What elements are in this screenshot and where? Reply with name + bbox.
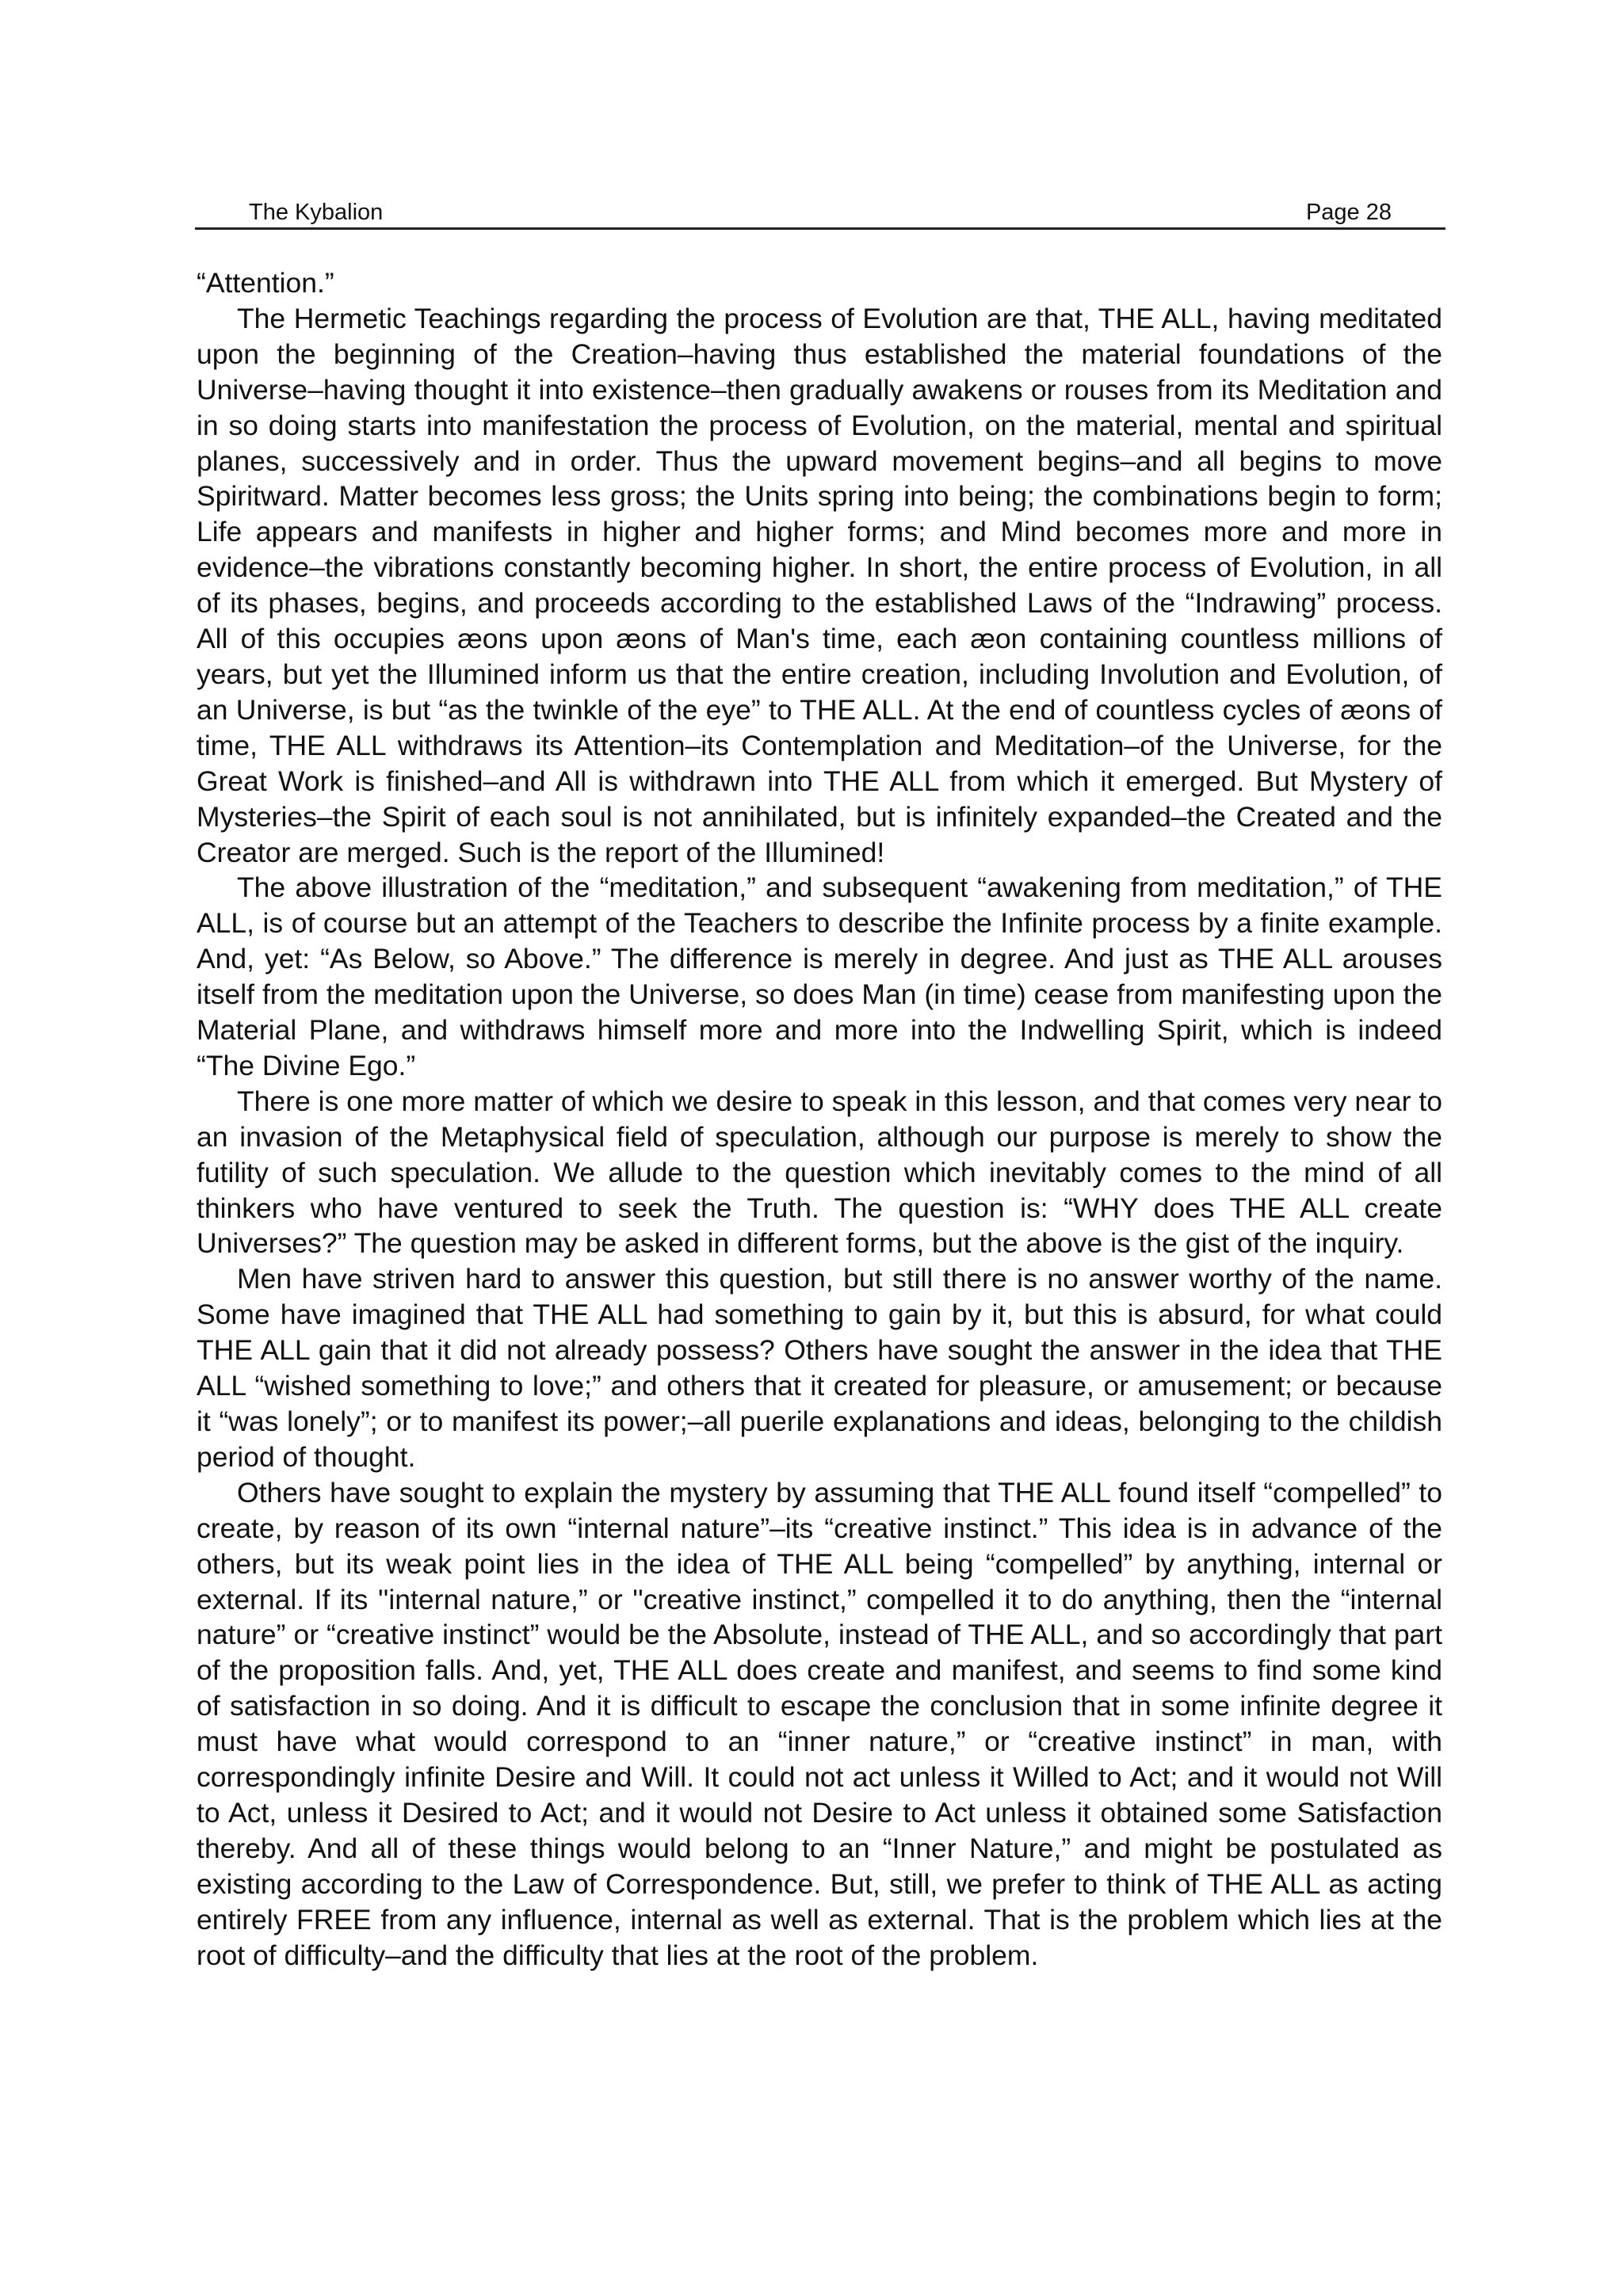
paragraph-continuation: “Attention.” (197, 267, 334, 299)
page-body (197, 265, 1442, 1974)
paragraph-answers: Men have striven hard to answer this question, but still there is no answer worthy of the name. Some have imagined that THE ALL had something to gain by it, but this is absurd, for what could THE ALL gain that it did not already possess? Others have sought the answer in the idea that THE ALL “wished something to love;” and others that it created for pleasure, or amusement; or because it “was lonely”; or to manifest its power;–all puerile explanations and ideas, belonging to the childish period of thought. (197, 1263, 1442, 1473)
page-header (195, 195, 1445, 230)
paragraph-compelled: Others have sought to explain the mystery by assuming that THE ALL found itself “compelled” to create, by reason of its own “internal nature”–its “creative instinct.” This idea is in advance of the others, but its weak point lies in the idea of THE ALL being “compelled” by anything, internal or external. If its ''internal nature,” or ''creative instinct,” compelled it to do anything, then the “internal nature” or “creative instinct” would be the Absolute, instead of THE ALL, and so accordingly that part of the proposition falls. And, yet, THE ALL does create and manifest, and seems to find some kind of satisfaction in so doing. And it is difficult to escape the conclusion that in some infinite degree it must have what would correspond to an “inner nature,” or “creative instinct” in man, with correspondingly infinite Desire and Will. It could not act unless it Willed to Act; and it would not Will to Act, unless it Desired to Act; and it would not Desire to Act unless it obtained some Satisfaction thereby. And all of these things would belong to an “Inner Nature,” and might be postulated as existing according to the Law of Correspondence. But, still, we prefer to think of THE ALL as acting entirely FREE from any influence, internal as well as external. That is the problem which lies at the root of difficulty–and the difficulty that lies at the root of the problem. (197, 1476, 1442, 1971)
paragraph-why-question: There is one more matter of which we desire to speak in this lesson, and that comes very near to an invasion of the Metaphysical field of speculation, although our purpose is merely to show the futility of such speculation. We allude to the question which inevitably comes to the mind of all thinkers who have ventured to seek the Truth. The question is: “WHY does THE ALL create Universes?” The question may be asked in different forms, but the above is the gist of the inquiry. (197, 1085, 1442, 1260)
running-title: The Kybalion (249, 200, 384, 225)
page-number: Page 28 (1305, 200, 1392, 225)
paragraph-illustration: The above illustration of the “meditation,” and subsequent “awakening from meditation,” of THE ALL, is of course but an attempt of the Teachers to describe the Infinite process by a finite example. And, yet: “As Below, so Above.” The difference is merely in degree. And just as THE ALL arouses itself from the meditation upon the Universe, so does Man (in time) cease from manifesting upon the Material Plane, and withdraws himself more and more into the Indwelling Spirit, which is indeed “The Divine Ego.” (197, 871, 1442, 1081)
paragraph-evolution: The Hermetic Teachings regarding the process of Evolution are that, THE ALL, having meditated upon the beginning of the Creation–having thus established the material foundations of the Universe–having thought it into existence–then gradually awakens or rouses from its Meditation and in so doing starts into manifestation the process of Evolution, on the material, mental and spiritual planes, successively and in order. Thus the upward movement begins–and all begins to move Spiritward. Matter becomes less gross; the Units spring into being; the combinations begin to form; Life appears and manifests in higher and higher forms; and Mind becomes more and more in evidence–the vibrations constantly becoming higher. In short, the entire process of Evolution, in all of its phases, begins, and proceeds according to the established Laws of the “Indrawing” process. All of this occupies æons upon æons of Man's time, each æon containing countless millions of years, but yet the Illumined inform us that the entire creation, including Involution and Evolution, of an Universe, is but “as the twinkle of the eye” to THE ALL. At the end of countless cycles of æons of time, THE ALL withdraws its Attention–its Contemplation and Meditation–of the Universe, for the Great Work is finished–and All is withdrawn into THE ALL from which it emerged. But Mystery of Mysteries–the Spirit of each soul is not annihilated, but is infinitely expanded–the Created and the Creator are merged. Such is the report of the Illumined! (197, 302, 1442, 868)
